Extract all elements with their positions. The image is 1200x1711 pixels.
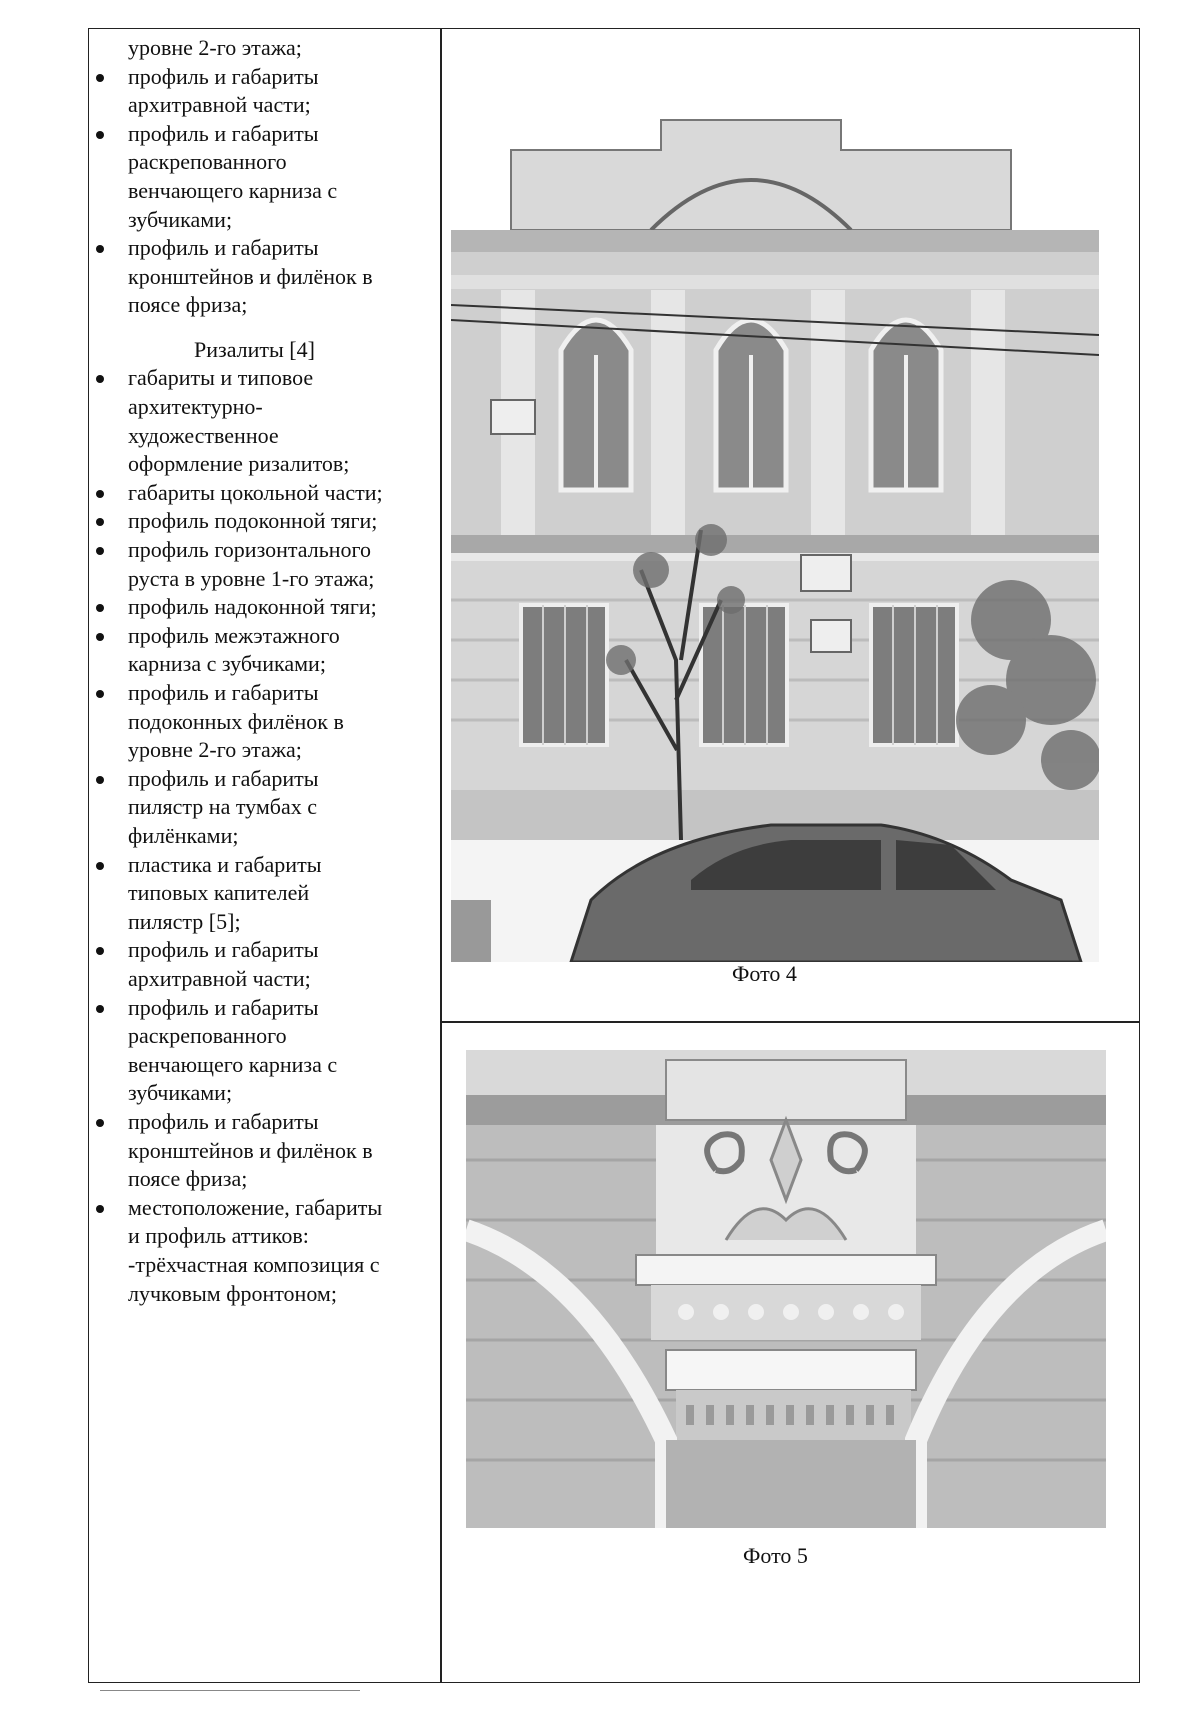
list-item-line: местоположение, габариты (128, 1194, 383, 1220)
list-item-line: пластика и габариты (128, 851, 322, 877)
photo-5-capital-detail (466, 1050, 1106, 1528)
list-item-line: архитектурно- (128, 393, 263, 419)
photo-4-building-facade (451, 100, 1099, 962)
row-divider (441, 1021, 1140, 1023)
list-item-line: зубчиками; (128, 1080, 233, 1106)
list-item-line: кронштейнов и филёнок в (128, 1137, 373, 1163)
list-item-line: уровне 2-го этажа; (128, 35, 302, 60)
section-heading: Ризалиты [4] (194, 336, 315, 362)
list-item-line: профиль и габариты (128, 1108, 319, 1134)
list-item-line: пилястр [5]; (128, 908, 241, 934)
list-item-line: уровне 2-го этажа; (128, 737, 302, 763)
list-item-line: художественное (128, 422, 279, 448)
bullet-icon (96, 690, 104, 698)
list-item-line: габариты цокольной части; (128, 479, 383, 505)
list-item-line: венчающего карниза с (128, 1051, 338, 1077)
bullet-icon (96, 131, 104, 139)
bullet-icon (96, 862, 104, 870)
list-item-line: филёнками; (128, 822, 239, 848)
list-item-line: руста в уровне 1-го этажа; (128, 565, 375, 591)
list-item-line: карниза с зубчиками; (128, 651, 326, 677)
list-item-line: поясе фриза; (128, 1166, 248, 1192)
list-item-line: -трёхчастная композиция с (128, 1251, 380, 1277)
list-item-line: габариты и типовое (128, 365, 314, 391)
list-item-line: профиль горизонтального (128, 536, 371, 562)
bullet-icon (96, 1005, 104, 1013)
list-item-line: и профиль аттиков: (128, 1223, 309, 1249)
list-item-line: профиль и габариты (128, 994, 319, 1020)
list-item-line: профиль и габариты (128, 679, 319, 705)
bullet-icon (96, 633, 104, 641)
list-item-line: раскрепованного (128, 1023, 287, 1049)
capital-illustration (466, 1050, 1106, 1528)
list-item-line: профиль надоконной тяги; (128, 594, 377, 620)
bottom-rule (100, 1690, 360, 1691)
list-item-line: типовых капителей (128, 880, 310, 906)
list-item-line: лучковым фронтоном; (128, 1280, 337, 1306)
list-item-line: профиль межэтажного (128, 622, 340, 648)
facade-illustration (451, 100, 1099, 962)
list-item-line: кронштейнов и филёнок в (128, 263, 373, 289)
bullet-icon (96, 776, 104, 784)
list-item-line: поясе фриза; (128, 292, 248, 318)
list-item-line: оформление ризалитов; (128, 451, 350, 477)
list-item-line: подоконных филёнок в (128, 708, 344, 734)
list-item-line: зубчиками; (128, 206, 233, 232)
column-divider (440, 28, 442, 1683)
list-item-line: профиль и габариты (128, 120, 319, 146)
photo-4-caption: Фото 4 (732, 961, 797, 986)
bullet-icon (96, 1205, 104, 1213)
list-item-line: архитравной части; (128, 92, 311, 118)
list-item-line: профиль и габариты (128, 937, 319, 963)
list-item-line: профиль подоконной тяги; (128, 508, 378, 534)
bullet-icon (96, 1119, 104, 1127)
list-item-line: профиль и габариты (128, 235, 319, 261)
bullet-icon (96, 547, 104, 555)
bullet-icon (96, 490, 104, 498)
list-item-line: профиль и габариты (128, 765, 319, 791)
bullet-icon (96, 74, 104, 82)
list-item-line: раскрепованного (128, 149, 287, 175)
list-item-line: венчающего карниза с (128, 178, 338, 203)
list-item-line: архитравной части; (128, 965, 311, 991)
list-item-line: профиль и габариты (128, 63, 319, 89)
photo-5-caption: Фото 5 (743, 1543, 808, 1568)
list-item-line: пилястр на тумбах с (128, 794, 318, 820)
